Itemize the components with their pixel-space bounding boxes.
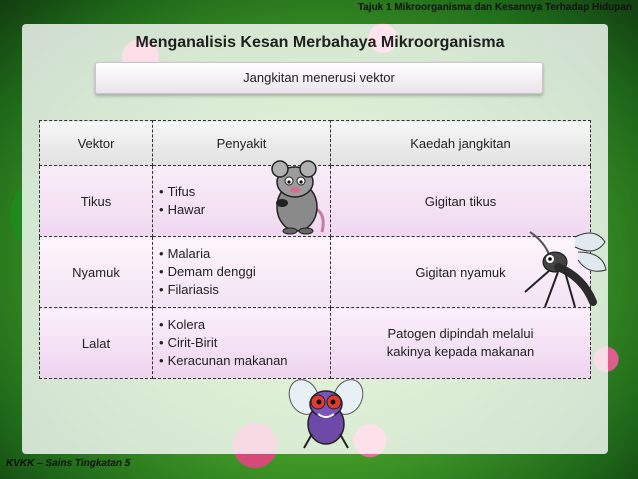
topic-header: Tajuk 1 Mikroorganisma dan Kesannya Terhadap Hidupan bbox=[357, 2, 632, 13]
transmission-line: kakinya kepada makanan bbox=[386, 344, 535, 359]
disease-cell bbox=[153, 308, 331, 379]
header-vector: Vektor bbox=[40, 121, 153, 166]
vector-cell: Tikus bbox=[40, 166, 153, 237]
table-row bbox=[40, 308, 591, 379]
table-row bbox=[40, 237, 591, 308]
disease-cell bbox=[153, 237, 331, 308]
rat-cartoon-icon bbox=[262, 157, 332, 237]
header-disease: Penyakit bbox=[153, 121, 331, 166]
disease-item: • Hawar bbox=[159, 201, 324, 219]
transmission-line: Patogen dipindah melalui bbox=[387, 326, 534, 341]
transmission-cell: Gigitan nyamuk bbox=[331, 237, 591, 308]
mosquito-cartoon-icon bbox=[520, 222, 610, 312]
disease-item: • Kolera bbox=[159, 316, 324, 334]
fly-cartoon-icon bbox=[286, 372, 366, 452]
disease-item: • Cirit-Birit bbox=[159, 334, 324, 352]
disease-item: • Tifus bbox=[159, 183, 324, 201]
header-transmission: Kaedah jangkitan bbox=[331, 121, 591, 166]
transmission-cell bbox=[331, 308, 591, 379]
transmission-cell: Gigitan tikus bbox=[331, 166, 591, 237]
footer-label: KVKK – Sains Tingkatan 5 bbox=[6, 458, 131, 469]
disease-item: • Keracunan makanan bbox=[159, 352, 324, 370]
vector-cell: Nyamuk bbox=[40, 237, 153, 308]
subtitle-box: Jangkitan menerusi vektor bbox=[95, 62, 543, 94]
disease-item: • Malaria bbox=[159, 245, 324, 263]
slide-title: Menganalisis Kesan Merbahaya Mikroorganisma bbox=[135, 34, 505, 51]
disease-item: • Demam denggi bbox=[159, 263, 324, 281]
disease-item: • Filariasis bbox=[159, 281, 324, 299]
vector-cell: Lalat bbox=[40, 308, 153, 379]
